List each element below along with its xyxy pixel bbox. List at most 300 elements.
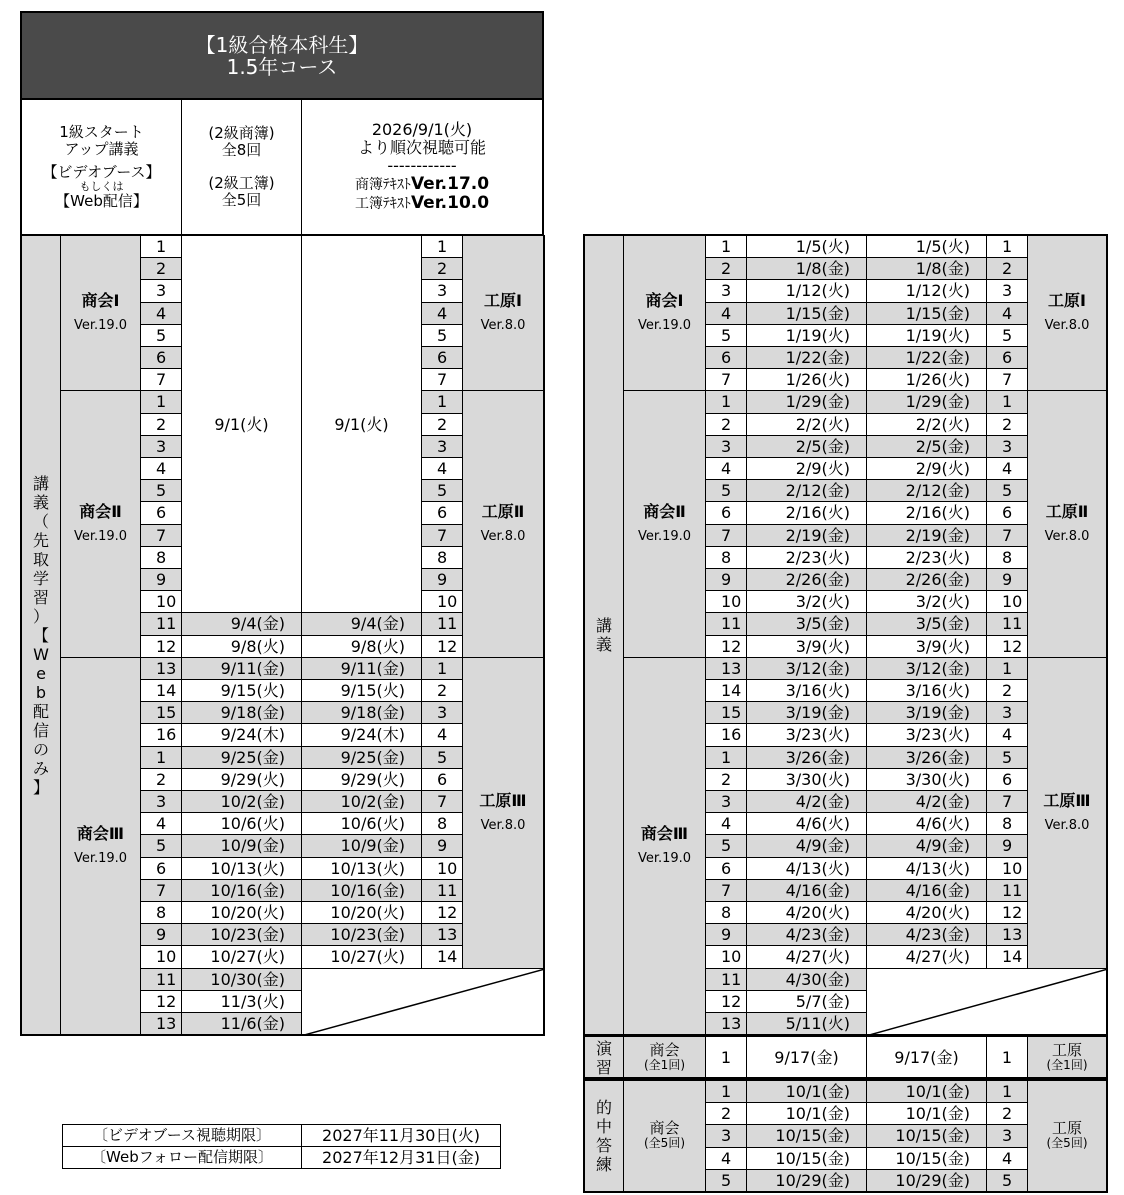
shokai-date: 9/8(火) [181, 635, 302, 658]
section-label-char: b [35, 682, 47, 702]
course-header [20, 11, 544, 100]
level2-line1: (2級商簿) [208, 124, 275, 142]
subject-version: Ver.19.0 [637, 318, 692, 334]
shokai-date: 10/16(金) [181, 879, 302, 902]
drill-shokai-date: 10/1(金) [746, 1080, 867, 1103]
kougen-number: 11 [421, 879, 463, 902]
lecture-number: 5 [705, 479, 747, 502]
startup-line1: 1級スタート [59, 123, 144, 141]
start-date-line1: 2026/9/1(火) [371, 120, 473, 139]
practice-kougen [1027, 1036, 1108, 1079]
lecture-number: 6 [140, 346, 182, 369]
practice-label [583, 1036, 624, 1079]
shokai-date: 3/2(火) [746, 590, 867, 613]
kougen-number: 7 [986, 790, 1028, 813]
lecture-number: 2 [705, 257, 747, 280]
shokai-date: 1/8(金) [746, 257, 867, 280]
kougen-number: 1 [421, 235, 463, 258]
drill-shokai [623, 1080, 706, 1192]
kougen-number: 11 [986, 612, 1028, 635]
kougen-date: 4/23(金) [866, 923, 987, 946]
section-label [583, 235, 624, 1035]
text1-prefix: 商簿ﾃｷｽﾄ [354, 177, 411, 193]
lecture-number: 2 [705, 768, 747, 791]
kougen-number: 7 [986, 368, 1028, 391]
lecture-number: 3 [140, 435, 182, 458]
kougen-date: 2/26(金) [866, 568, 987, 591]
kougen-number: 11 [421, 612, 463, 635]
lecture-number: 11 [140, 612, 182, 635]
kougen-number: 4 [986, 723, 1028, 746]
lecture-number: 6 [705, 857, 747, 880]
startup-line4: もしくは [79, 180, 124, 193]
subject-kougen [462, 390, 545, 657]
lecture-number: 6 [140, 501, 182, 524]
lecture-number: 1 [705, 235, 747, 258]
lecture-number: 2 [140, 768, 182, 791]
diagonal-line [867, 969, 1108, 1036]
lecture-number: 12 [705, 635, 747, 658]
lecture-number: 4 [705, 457, 747, 480]
startup-line2: アップ講義 [64, 140, 139, 158]
drill-shokai-date: 10/1(金) [746, 1102, 867, 1125]
kougen-number: 3 [986, 701, 1028, 724]
lecture-number: 10 [705, 590, 747, 613]
section-label [20, 235, 61, 1035]
kougen-number: 6 [421, 346, 463, 369]
shokai-date: 3/5(金) [746, 612, 867, 635]
shokai-date: 9/4(金) [181, 612, 302, 635]
drill-kougen [1027, 1080, 1108, 1192]
subject-shokai [623, 235, 706, 391]
kougen-number: 4 [421, 457, 463, 480]
lecture-number: 8 [705, 901, 747, 924]
lecture-number: 2 [140, 257, 182, 280]
text1-line [355, 175, 489, 194]
practice-shokai-name: 商会 [649, 1040, 680, 1059]
kougen-number: 10 [986, 857, 1028, 880]
kougen-date: 9/8(火) [301, 635, 422, 658]
kougen-date: 1/19(火) [866, 324, 987, 347]
lecture-number: 4 [140, 457, 182, 480]
empty-corner [866, 968, 1108, 1036]
subject-name: 工原Ⅰ [1048, 291, 1086, 311]
subject-shokai [60, 390, 141, 657]
kougen-number: 5 [421, 324, 463, 347]
kougen-date: 9/11(金) [301, 657, 422, 680]
lecture-number: 8 [140, 901, 182, 924]
lecture-number: 5 [705, 834, 747, 857]
drill-number: 5 [705, 1169, 747, 1192]
kougen-number: 11 [986, 879, 1028, 902]
subject-name: 工原Ⅲ [479, 790, 527, 810]
kougen-date: 3/23(火) [866, 723, 987, 746]
lecture-number: 11 [140, 968, 182, 991]
shokai-date: 2/2(火) [746, 413, 867, 436]
kougen-number: 3 [421, 279, 463, 302]
kougen-date: 10/9(金) [301, 834, 422, 857]
shokai-date: 2/16(火) [746, 501, 867, 524]
shokai-date: 3/19(金) [746, 701, 867, 724]
section-label-char: 習 [32, 587, 49, 607]
shokai-date: 4/13(火) [746, 857, 867, 880]
subject-kougen [462, 235, 545, 391]
subject-version: Ver.8.0 [1044, 817, 1090, 833]
dash-separator: ------------ [387, 156, 457, 175]
lecture-number: 14 [705, 679, 747, 702]
shokai-date: 3/9(火) [746, 635, 867, 658]
kougen-date: 1/5(火) [866, 235, 987, 258]
section-label-char: 学 [32, 568, 49, 588]
kougen-date: 4/13(火) [866, 857, 987, 880]
kougen-date: 2/5(金) [866, 435, 987, 458]
kougen-number: 2 [421, 679, 463, 702]
lecture-number: 12 [140, 635, 182, 658]
kougen-number: 9 [986, 568, 1028, 591]
shokai-date: 10/13(火) [181, 857, 302, 880]
kougen-number: 9 [421, 834, 463, 857]
kougen-date: 2/2(火) [866, 413, 987, 436]
lecture-number: 11 [705, 968, 747, 991]
shokai-date: 4/16(金) [746, 879, 867, 902]
practice-kougen-name: 工原 [1051, 1040, 1082, 1059]
kougen-number: 2 [421, 413, 463, 436]
subject-version: Ver.19.0 [73, 318, 128, 334]
lecture-number: 9 [140, 923, 182, 946]
lecture-number: 1 [705, 746, 747, 769]
level2-line2: 全8回 [221, 141, 262, 159]
kougen-date: 10/13(火) [301, 857, 422, 880]
diagonal-line [302, 969, 545, 1036]
practice-shokai-date: 9/17(金) [746, 1036, 867, 1079]
kougen-date: 3/2(火) [866, 590, 987, 613]
kougen-date: 10/2(金) [301, 790, 422, 813]
lecture-number: 15 [705, 701, 747, 724]
lecture-number: 7 [140, 368, 182, 391]
shokai-date: 3/30(火) [746, 768, 867, 791]
shokai-date: 5/11(火) [746, 1012, 867, 1035]
subject-name: 商会Ⅰ [81, 291, 120, 311]
kougen-date: 2/9(火) [866, 457, 987, 480]
subject-shokai [623, 657, 706, 1035]
kougen-date: 3/19(金) [866, 701, 987, 724]
kougen-number: 5 [986, 324, 1028, 347]
text2-prefix: 工簿ﾃｷｽﾄ [354, 196, 411, 212]
lecture-number: 6 [140, 857, 182, 880]
kougen-number: 2 [986, 679, 1028, 702]
shokai-date: 3/16(火) [746, 679, 867, 702]
lecture-number: 16 [140, 723, 182, 746]
shokai-date: 4/2(金) [746, 790, 867, 813]
practice-label-char: 演 [595, 1038, 612, 1058]
table-bottom-border [20, 1034, 545, 1036]
kougen-date: 1/22(金) [866, 346, 987, 369]
kougen-date: 3/9(火) [866, 635, 987, 658]
drill-label-char: 的 [595, 1098, 612, 1117]
subject-name: 工原Ⅰ [484, 291, 522, 311]
kougen-date: 1/26(火) [866, 368, 987, 391]
lecture-number: 16 [705, 723, 747, 746]
drill-label-char: 中 [595, 1117, 612, 1136]
shokai-date: 10/2(金) [181, 790, 302, 813]
lecture-number: 1 [140, 746, 182, 769]
lecture-number: 7 [140, 879, 182, 902]
kougen-date: 3/12(金) [866, 657, 987, 680]
deadline-date: 2027年12月31日(金) [301, 1146, 501, 1169]
shokai-date: 9/18(金) [181, 701, 302, 724]
kougen-date: 4/9(金) [866, 834, 987, 857]
subject-kougen [1027, 390, 1108, 657]
lecture-number: 4 [705, 302, 747, 325]
lecture-number: 7 [705, 879, 747, 902]
drill-kougen-number: 1 [986, 1080, 1028, 1103]
kougen-date: 3/26(金) [866, 746, 987, 769]
drill-kougen-number: 3 [986, 1124, 1028, 1147]
lecture-number: 1 [140, 390, 182, 413]
kougen-number: 5 [986, 746, 1028, 769]
shokai-date: 10/30(金) [181, 968, 302, 991]
kougen-number: 13 [421, 923, 463, 946]
section-label-char: み [32, 758, 49, 778]
section-label-char: の [32, 739, 49, 759]
deadline-date: 2027年11月30日(火) [301, 1124, 501, 1147]
drill-shokai-count: (全5回) [644, 1136, 685, 1150]
shokai-date: 10/6(火) [181, 812, 302, 835]
subject-version: Ver.19.0 [637, 850, 692, 866]
section-label-char: W [33, 644, 49, 664]
empty-corner [301, 968, 545, 1036]
lecture-number: 5 [705, 324, 747, 347]
lecture-number: 5 [140, 324, 182, 347]
practice-shokai [623, 1036, 706, 1079]
kougen-date: 9/18(金) [301, 701, 422, 724]
deadline-label: 〔ビデオブース視聴期限〕 [62, 1124, 302, 1147]
shokai-date: 10/9(金) [181, 834, 302, 857]
section-label-char: 配 [32, 701, 49, 721]
kougen-number: 6 [986, 501, 1028, 524]
lecture-number: 5 [140, 479, 182, 502]
lecture-number: 3 [705, 279, 747, 302]
lecture-number: 10 [705, 945, 747, 968]
kougen-date: 10/27(火) [301, 945, 422, 968]
kougen-number: 7 [421, 368, 463, 391]
lecture-number: 1 [140, 235, 182, 258]
lecture-number: 9 [705, 923, 747, 946]
lecture-number: 12 [705, 990, 747, 1013]
lecture-number: 14 [140, 679, 182, 702]
kougen-number: 5 [421, 479, 463, 502]
shokai-date: 5/7(金) [746, 990, 867, 1013]
practice-kougen-count: (全1回) [1046, 1057, 1088, 1072]
table-side-border [543, 235, 545, 1034]
subject-version: Ver.8.0 [1044, 318, 1090, 334]
subject-version: Ver.19.0 [73, 850, 128, 866]
course-title-line1: 【1級合格本科生】 [195, 32, 369, 57]
kougen-date: 3/16(火) [866, 679, 987, 702]
subject-version: Ver.8.0 [1044, 529, 1090, 545]
drill-number: 1 [705, 1080, 747, 1103]
subject-name: 工原Ⅱ [481, 502, 525, 522]
kougen-number: 6 [421, 768, 463, 791]
shokai-date: 11/6(金) [181, 1012, 302, 1035]
drill-number: 3 [705, 1124, 747, 1147]
subject-shokai [60, 235, 141, 391]
lecture-number: 6 [705, 501, 747, 524]
kougen-date: 4/20(火) [866, 901, 987, 924]
course-title-line2: 1.5年コース [226, 54, 338, 79]
shokai-date: 4/20(火) [746, 901, 867, 924]
kougen-number: 8 [986, 812, 1028, 835]
drill-number: 2 [705, 1102, 747, 1125]
drill-shokai-name: 商会 [649, 1119, 680, 1137]
level2-lectures-cell [181, 99, 302, 235]
drill-label [583, 1080, 624, 1192]
start-date-cell [301, 99, 544, 235]
shokai-date: 2/5(金) [746, 435, 867, 458]
kougen-date: 4/2(金) [866, 790, 987, 813]
shokai-date: 2/26(金) [746, 568, 867, 591]
shokai-date: 4/27(火) [746, 945, 867, 968]
shokai-date: 2/19(金) [746, 524, 867, 547]
section-label-char: 講 [32, 473, 49, 493]
drill-number: 4 [705, 1147, 747, 1170]
drill-shokai-date: 10/29(金) [746, 1169, 867, 1192]
kougen-date: 2/19(金) [866, 524, 987, 547]
section-label-char: 】 [32, 777, 49, 797]
kougen-date: 3/5(金) [866, 612, 987, 635]
section-label-char: 【 [32, 625, 49, 645]
kougen-number: 14 [421, 945, 463, 968]
shokai-date: 1/15(金) [746, 302, 867, 325]
shokai-date: 4/9(金) [746, 834, 867, 857]
section-label-char: （ [32, 511, 49, 531]
kougen-number: 10 [421, 857, 463, 880]
kougen-date: 4/16(金) [866, 879, 987, 902]
shokai-date: 1/5(火) [746, 235, 867, 258]
drill-kougen-date: 10/1(金) [866, 1102, 987, 1125]
section-label-char: 講 [595, 616, 612, 636]
lecture-number: 2 [705, 413, 747, 436]
kougen-number: 3 [421, 435, 463, 458]
kougen-number: 9 [421, 568, 463, 591]
lecture-number: 3 [140, 279, 182, 302]
kougen-number: 1 [986, 657, 1028, 680]
kougen-date: 1/29(金) [866, 390, 987, 413]
kougen-number: 12 [986, 901, 1028, 924]
shokai-date: 4/6(火) [746, 812, 867, 835]
lecture-number: 12 [140, 990, 182, 1013]
kougen-number: 4 [421, 302, 463, 325]
kougen-number: 4 [986, 302, 1028, 325]
kougen-start-date: 9/1(火) [301, 235, 422, 613]
kougen-number: 8 [421, 546, 463, 569]
lecture-number: 3 [705, 435, 747, 458]
lecture-number: 13 [705, 657, 747, 680]
kougen-number: 6 [986, 346, 1028, 369]
kougen-date: 9/29(火) [301, 768, 422, 791]
drill-shokai-date: 10/15(金) [746, 1124, 867, 1147]
kougen-date: 2/16(火) [866, 501, 987, 524]
lecture-number: 9 [705, 568, 747, 591]
kougen-number: 2 [986, 413, 1028, 436]
drill-kougen-date: 10/1(金) [866, 1080, 987, 1103]
kougen-number: 3 [986, 435, 1028, 458]
startup-line5: 【Web配信】 [55, 192, 148, 210]
kougen-date: 9/4(金) [301, 612, 422, 635]
lecture-number: 15 [140, 701, 182, 724]
lecture-number: 4 [140, 302, 182, 325]
subject-name: 工原Ⅲ [1043, 790, 1091, 810]
kougen-number: 14 [986, 945, 1028, 968]
kougen-date: 3/30(火) [866, 768, 987, 791]
kougen-number: 6 [986, 768, 1028, 791]
subject-kougen [1027, 235, 1108, 391]
drill-kougen-date: 10/15(金) [866, 1124, 987, 1147]
shokai-date: 4/23(金) [746, 923, 867, 946]
drill-kougen-date: 10/15(金) [866, 1147, 987, 1170]
kougen-date: 2/23(火) [866, 546, 987, 569]
kougen-number: 10 [986, 590, 1028, 613]
shokai-date: 1/22(金) [746, 346, 867, 369]
kougen-number: 1 [986, 390, 1028, 413]
lecture-number: 2 [140, 413, 182, 436]
subject-shokai [60, 657, 141, 1035]
kougen-number: 9 [986, 834, 1028, 857]
table-top-border [583, 234, 1108, 236]
subject-version: Ver.19.0 [73, 529, 128, 545]
lecture-number: 11 [705, 612, 747, 635]
practice-kougen-number: 1 [986, 1036, 1028, 1079]
section-label-char: 義 [32, 492, 49, 512]
shokai-date: 11/3(火) [181, 990, 302, 1013]
section-label-char: 取 [32, 549, 49, 569]
shokai-start-date: 9/1(火) [181, 235, 302, 613]
kougen-number: 1 [421, 657, 463, 680]
lecture-number: 9 [140, 568, 182, 591]
lecture-number: 8 [705, 546, 747, 569]
kougen-date: 10/6(火) [301, 812, 422, 835]
kougen-number: 1 [986, 235, 1028, 258]
lecture-number: 7 [705, 368, 747, 391]
lecture-number: 4 [705, 812, 747, 835]
lecture-number: 5 [140, 834, 182, 857]
subject-name: 商会Ⅲ [640, 823, 689, 843]
level2-line3: (2級工簿) [208, 174, 275, 192]
kougen-date: 2/12(金) [866, 479, 987, 502]
kougen-date: 4/6(火) [866, 812, 987, 835]
startup-lecture-cell [20, 99, 182, 235]
start-date-line2: より順次視聴可能 [357, 138, 486, 157]
drill-kougen-date: 10/29(金) [866, 1169, 987, 1192]
lecture-number: 10 [140, 590, 182, 613]
shokai-date: 1/19(火) [746, 324, 867, 347]
kougen-number: 12 [421, 635, 463, 658]
lecture-number: 3 [140, 790, 182, 813]
startup-line3: 【ビデオブース】 [42, 163, 161, 181]
lecture-number: 3 [705, 790, 747, 813]
practice-shokai-count: (全1回) [644, 1057, 685, 1072]
lecture-number: 13 [140, 657, 182, 680]
shokai-date: 9/25(金) [181, 746, 302, 769]
lecture-number: 7 [705, 524, 747, 547]
shokai-date: 3/26(金) [746, 746, 867, 769]
subject-kougen [462, 657, 545, 969]
kougen-date: 1/8(金) [866, 257, 987, 280]
subject-name: 商会Ⅱ [79, 502, 122, 522]
kougen-number: 4 [986, 457, 1028, 480]
drill-label-char: 答 [595, 1136, 612, 1155]
kougen-date: 4/27(火) [866, 945, 987, 968]
